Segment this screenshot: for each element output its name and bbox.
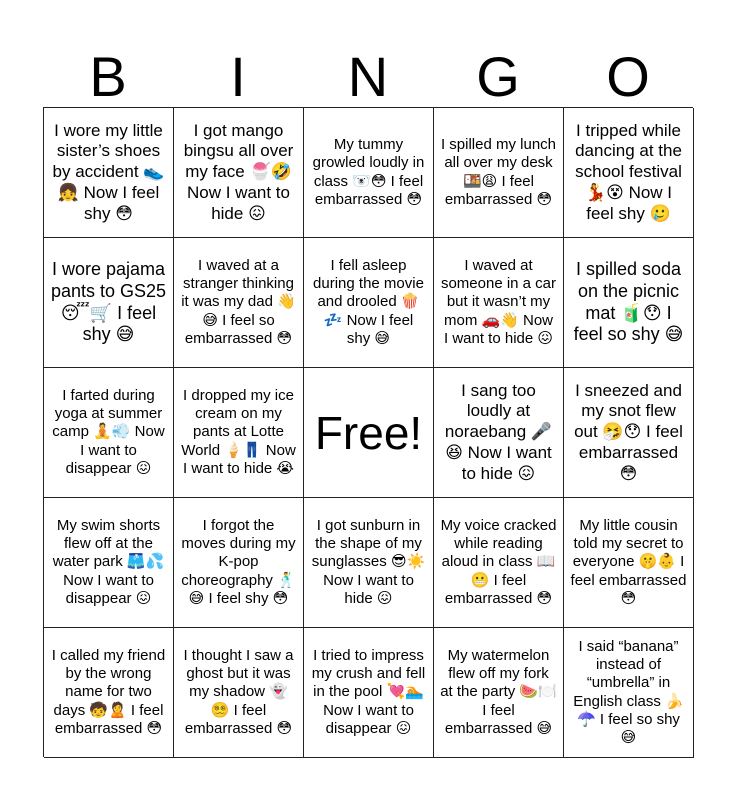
cell-text: I got sunburn in the shape of my sunglasses 😎☀️ Now I want to hide 😖 — [311, 516, 426, 607]
bingo-cell[interactable] — [304, 628, 434, 758]
bingo-cell[interactable] — [44, 108, 174, 238]
bingo-cell[interactable] — [174, 238, 304, 368]
bingo-cell[interactable] — [44, 498, 174, 628]
bingo-cell[interactable] — [304, 238, 434, 368]
cell-text: I said “banana” instead of “umbrella” in English class 🍌☂️ I feel so shy 😅 — [573, 637, 684, 747]
bingo-cell[interactable] — [44, 368, 174, 498]
cell-text: My tummy growled loudly in class 🐻‍❄️😳 I feel embarrassed 😳 — [312, 135, 425, 208]
bingo-cell[interactable] — [44, 238, 174, 368]
cell-text: My swim shorts flew off at the water park 🩳💦 Now I want to disappear 😖 — [52, 516, 165, 607]
cell-text: I forgot the moves during my K-pop choreography 🕺😅 I feel shy 😳 — [181, 516, 296, 607]
cell-text: I farted during yoga at summer camp 🧘💨 Now I want to disappear 😖 — [52, 386, 165, 477]
cell-text: I fell asleep during the movie and drooled 🍿💤 Now I feel shy 😅 — [313, 256, 424, 347]
cell-text: I spilled my lunch all over my desk 🍱😩 I feel embarrassed 😳 — [440, 135, 557, 208]
bingo-cell[interactable] — [44, 628, 174, 758]
bingo-cell[interactable] — [434, 368, 564, 498]
bingo-cell[interactable] — [174, 498, 304, 628]
header-letter-i: I — [230, 45, 246, 108]
bingo-cell[interactable] — [564, 368, 694, 498]
cell-text: I thought I saw a ghost but it was my shadow 👻😵‍💫 I feel embarrassed 😳 — [183, 646, 294, 737]
free-space-cell[interactable] — [304, 368, 434, 498]
header-letter-n: N — [347, 45, 389, 108]
bingo-cell[interactable] — [434, 238, 564, 368]
bingo-cell[interactable] — [174, 108, 304, 238]
cell-text: I wore my little sister’s shoes by accident 👟👧 Now I feel shy 😳 — [52, 120, 165, 223]
free-space-label: Free! — [314, 406, 423, 459]
bingo-cell[interactable] — [564, 238, 694, 368]
bingo-cell[interactable] — [564, 498, 694, 628]
cell-text: I sang too loudly at noraebang 🎤😆 Now I want to hide 😖 — [444, 380, 553, 483]
bingo-header — [43, 45, 693, 108]
bingo-cell[interactable] — [434, 108, 564, 238]
cell-text: I sneezed and my snot flew out 🤧😯 I feel embarrassed 😳 — [574, 380, 683, 483]
cell-text: My voice cracked while reading aloud in class 📖😬 I feel embarrassed 😳 — [440, 516, 557, 607]
cell-text: My little cousin told my secret to everyone 🤫👶 I feel embarrassed 😳 — [570, 516, 687, 607]
cell-text: I waved at a stranger thinking it was my dad 👋😅 I feel so embarrassed 😳 — [181, 256, 296, 347]
cell-text: I wore pajama pants to GS25 😴🛒 I feel shy 😅 — [50, 258, 167, 345]
bingo-cell[interactable] — [564, 628, 694, 758]
cell-text: I dropped my ice cream on my pants at Lotte World 🍦👖 Now I want to hide 😭 — [181, 386, 296, 477]
header-letter-o: O — [606, 45, 650, 108]
cell-text: I spilled soda on the picnic mat 🧃😯 I feel so shy 😅 — [573, 258, 684, 345]
bingo-cell[interactable] — [174, 628, 304, 758]
bingo-cell[interactable] — [434, 498, 564, 628]
cell-text: I called my friend by the wrong name for two days 🧒🙎 I feel embarrassed 😳 — [51, 646, 166, 737]
cell-text: I tried to impress my crush and fell in the pool 💘🏊 Now I want to disappear 😖 — [311, 646, 426, 737]
bingo-cell[interactable] — [434, 628, 564, 758]
cell-text: I waved at someone in a car but it wasn’t my mom 🚗👋 Now I want to hide 😖 — [440, 256, 557, 347]
cell-text: My watermelon flew off my fork at the party 🍉🍽️ I feel embarrassed 😅 — [440, 646, 557, 737]
bingo-grid — [43, 107, 693, 757]
cell-text: I got mango bingsu all over my face 🍧🤣 Now I want to hide 😖 — [183, 120, 294, 223]
header-letter-b: B — [89, 45, 127, 108]
bingo-cell[interactable] — [304, 108, 434, 238]
bingo-cell[interactable] — [174, 368, 304, 498]
cell-text: I tripped while dancing at the school festival 💃😵 Now I feel shy 🥲 — [575, 120, 682, 223]
bingo-cell[interactable] — [564, 108, 694, 238]
bingo-cell[interactable] — [304, 498, 434, 628]
header-letter-g: G — [476, 45, 520, 108]
